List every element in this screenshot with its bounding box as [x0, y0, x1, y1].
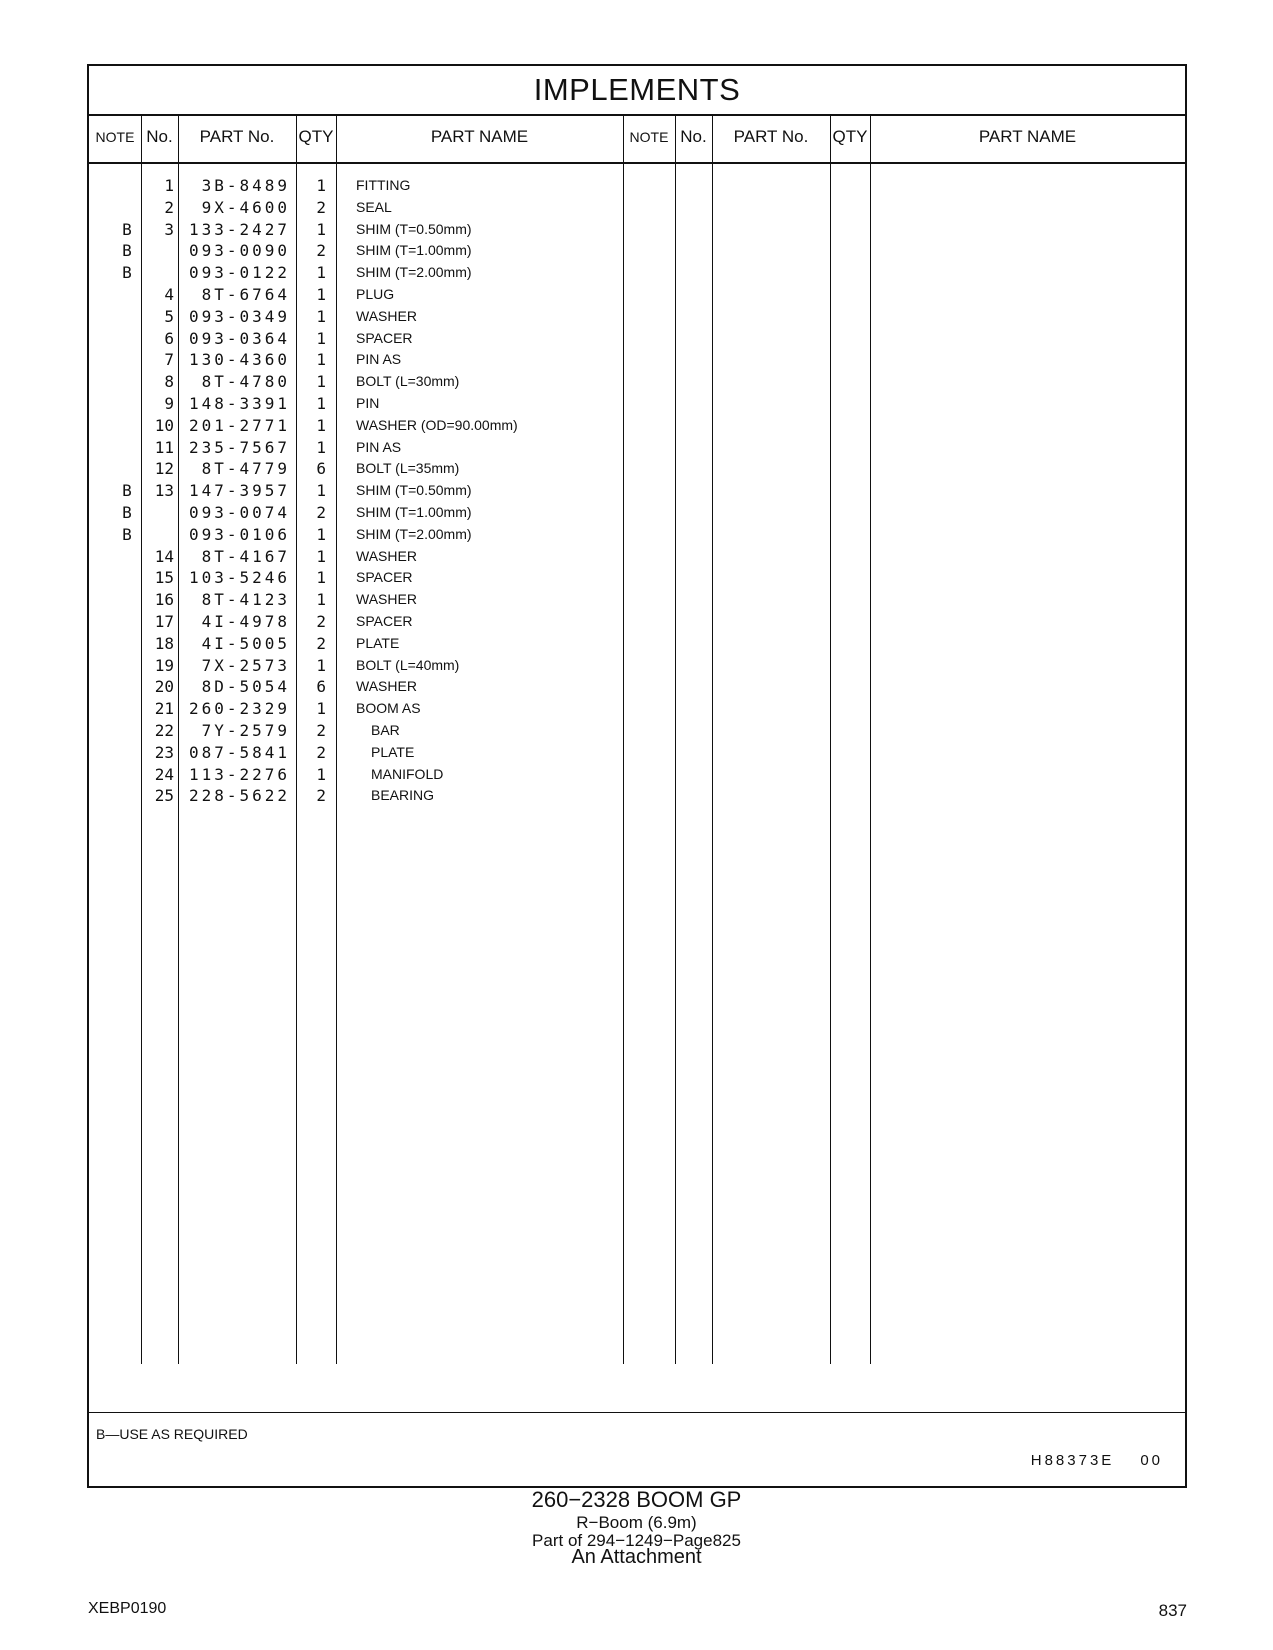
table-row: [89, 176, 1185, 199]
table-row: [89, 220, 1185, 243]
table-row: [89, 481, 1185, 504]
part-name-cell: PIN: [356, 395, 380, 411]
table-row: [89, 241, 1185, 264]
note-cell: B: [122, 263, 132, 283]
table-row: [89, 263, 1185, 286]
item-number-cell: 7: [164, 350, 174, 370]
quantity-cell: 1: [316, 285, 326, 304]
group-subtitle: R−Boom (6.9m): [576, 1513, 697, 1532]
quantity-cell: 6: [316, 459, 326, 479]
table-row: [89, 765, 1185, 788]
group-type: An Attachment: [571, 1546, 702, 1568]
item-number-cell: 14: [154, 546, 174, 566]
drawing-number: H88373E: [1030, 1452, 1115, 1469]
part-name-cell: PIN AS: [356, 438, 402, 455]
item-number-cell: 6: [164, 328, 174, 348]
note-legend: B—USE AS REQUIRED: [96, 1426, 248, 1442]
note-cell: B: [122, 241, 132, 261]
item-number-cell: 17: [154, 612, 174, 631]
item-number-cell: 12: [154, 459, 174, 479]
quantity-cell: 1: [316, 263, 326, 283]
part-number-cell: 260-2329: [188, 699, 290, 719]
part-number-cell: 235-7567: [188, 437, 290, 457]
item-number-cell: 15: [154, 568, 174, 588]
table-row: [89, 372, 1185, 395]
group-title: 260−2328 BOOM GP: [531, 1487, 742, 1512]
part-number-cell: 8T-4780: [201, 372, 290, 392]
table-row: [89, 743, 1185, 766]
parts-table-frame: [87, 64, 1187, 1488]
part-name-cell: WASHER: [356, 307, 417, 324]
table-row: [89, 329, 1185, 352]
part-name-cell: SHIM (T=1.00mm): [356, 242, 472, 259]
item-number-cell: 23: [154, 742, 174, 762]
drawing-code: [1031, 1452, 1163, 1469]
part-number-cell: 7X-2573: [201, 655, 290, 675]
quantity-cell: 2: [316, 241, 326, 261]
table-row: [89, 590, 1185, 613]
table-row: [89, 198, 1185, 221]
table-row: [89, 612, 1185, 635]
part-name-cell: PLATE: [371, 743, 415, 760]
table-row: [89, 656, 1185, 679]
table-row: [89, 699, 1185, 722]
table-row: [89, 634, 1185, 657]
quantity-cell: 2: [316, 786, 326, 806]
group-reference: Part of 294−1249−Page825: [532, 1531, 741, 1550]
quantity-cell: 1: [316, 415, 326, 435]
quantity-cell: 1: [316, 372, 326, 392]
part-number-cell: 093-0349: [188, 306, 290, 326]
table-header-row: [89, 114, 1185, 164]
part-number-cell: 113-2276: [188, 764, 290, 784]
header-no-right: No.: [680, 127, 707, 146]
table-row: [89, 307, 1185, 330]
quantity-cell: 1: [316, 394, 326, 413]
quantity-cell: 1: [316, 590, 326, 610]
part-number-cell: 093-0122: [188, 263, 290, 283]
part-name-cell: PIN AS: [356, 351, 402, 368]
item-number-cell: 13: [154, 481, 174, 501]
quantity-cell: 1: [316, 481, 326, 501]
table-title: IMPLEMENTS: [89, 66, 1185, 116]
part-number-cell: 133-2427: [188, 219, 290, 239]
item-number-cell: 25: [154, 786, 174, 806]
item-number-cell: 20: [154, 677, 174, 697]
part-number-cell: 7Y-2579: [201, 721, 290, 740]
part-name-cell: SEAL: [356, 198, 392, 215]
quantity-cell: 2: [316, 612, 326, 631]
part-name-cell: BEARING: [371, 787, 435, 804]
part-name-cell: SPACER: [356, 613, 413, 629]
item-number-cell: 24: [154, 764, 174, 784]
quantity-cell: 1: [316, 546, 326, 566]
header-qty-left: QTY: [298, 127, 334, 146]
item-number-cell: 5: [164, 306, 174, 326]
table-row: [89, 503, 1185, 526]
quantity-cell: 2: [316, 721, 326, 740]
quantity-cell: 1: [316, 219, 326, 239]
part-name-cell: PLUG: [356, 286, 395, 302]
part-name-cell: SHIM (T=0.50mm): [356, 482, 472, 499]
part-name-cell: FITTING: [356, 177, 411, 193]
part-number-cell: 8T-4123: [201, 590, 290, 610]
item-number-cell: 4: [164, 285, 174, 304]
quantity-cell: 1: [316, 655, 326, 675]
quantity-cell: 2: [316, 742, 326, 762]
header-no-left: No.: [146, 127, 173, 146]
part-name-cell: MANIFOLD: [371, 765, 444, 782]
part-number-cell: 093-0106: [188, 524, 290, 544]
note-cell: B: [122, 503, 132, 522]
item-number-cell: 9: [164, 394, 174, 413]
part-number-cell: 087-5841: [188, 742, 290, 762]
note-cell: B: [122, 219, 132, 239]
item-number-cell: 19: [154, 655, 174, 675]
item-number-cell: 11: [154, 437, 174, 457]
part-number-cell: 093-0074: [188, 503, 290, 522]
header-qty-right: QTY: [832, 127, 868, 146]
part-number-cell: 201-2771: [188, 415, 290, 435]
header-part-no-right: PART No.: [733, 127, 809, 146]
quantity-cell: 1: [316, 764, 326, 784]
header-note-right: NOTE: [629, 129, 669, 145]
table-row: [89, 547, 1185, 570]
item-number-cell: 16: [154, 590, 174, 610]
item-number-cell: 18: [154, 633, 174, 653]
part-number-cell: 9X-4600: [201, 197, 290, 217]
note-cell: B: [122, 481, 132, 501]
part-number-cell: 093-0090: [188, 241, 290, 261]
part-name-cell: WASHER: [356, 547, 417, 564]
part-number-cell: 147-3957: [188, 481, 290, 501]
table-row: [89, 721, 1185, 744]
table-row: [89, 438, 1185, 461]
item-number-cell: 3: [164, 219, 174, 239]
header-part-name-right: PART NAME: [978, 127, 1077, 146]
part-name-cell: WASHER (OD=90.00mm): [356, 416, 518, 433]
quantity-cell: 1: [316, 437, 326, 457]
table-bottom-divider: [89, 1412, 1185, 1413]
part-name-cell: PLATE: [356, 634, 400, 651]
quantity-cell: 1: [316, 699, 326, 719]
quantity-cell: 1: [316, 306, 326, 326]
part-number-cell: 4I-5005: [201, 633, 290, 653]
part-name-cell: SHIM (T=0.50mm): [356, 220, 472, 237]
item-number-cell: 10: [154, 415, 174, 435]
quantity-cell: 1: [316, 350, 326, 370]
item-number-cell: 2: [164, 197, 174, 217]
item-number-cell: 22: [154, 721, 174, 740]
quantity-cell: 1: [316, 524, 326, 544]
table-row: [89, 285, 1185, 308]
part-name-cell: WASHER: [356, 591, 417, 608]
part-name-cell: BOLT (L=40mm): [356, 656, 460, 673]
item-number-cell: 1: [164, 176, 174, 195]
quantity-cell: 2: [316, 633, 326, 653]
table-row: [89, 677, 1185, 700]
quantity-cell: 2: [316, 197, 326, 217]
part-number-cell: 130-4360: [188, 350, 290, 370]
item-number-cell: 21: [154, 699, 174, 719]
header-part-no-left: PART No.: [199, 127, 275, 146]
part-name-cell: SHIM (T=2.00mm): [356, 264, 472, 281]
part-number-cell: 3B-8489: [201, 176, 290, 195]
part-name-cell: BAR: [371, 722, 400, 738]
table-row: [89, 459, 1185, 482]
part-name-cell: WASHER: [356, 678, 417, 695]
document-id: XEBP0190: [88, 1600, 167, 1617]
part-name-cell: SHIM (T=2.00mm): [356, 525, 472, 542]
part-number-cell: 4I-4978: [201, 612, 290, 631]
part-name-cell: BOOM AS: [356, 700, 421, 717]
part-name-cell: SHIM (T=1.00mm): [356, 504, 472, 520]
quantity-cell: 1: [316, 568, 326, 588]
part-name-cell: SPACER: [356, 329, 413, 346]
header-part-name-left: PART NAME: [430, 127, 529, 146]
part-name-cell: BOLT (L=35mm): [356, 460, 460, 477]
table-row: [89, 350, 1185, 373]
page-number: 837: [1158, 1601, 1187, 1620]
part-name-cell: SPACER: [356, 569, 413, 586]
part-number-cell: 093-0364: [188, 328, 290, 348]
part-name-cell: BOLT (L=30mm): [356, 373, 460, 390]
part-number-cell: 228-5622: [188, 786, 290, 806]
part-number-cell: 8T-4779: [201, 459, 290, 479]
quantity-cell: 1: [316, 176, 326, 195]
revision-number: 00: [1140, 1452, 1163, 1469]
table-row: [89, 786, 1185, 809]
quantity-cell: 1: [316, 328, 326, 348]
table-row: [89, 416, 1185, 439]
note-cell: B: [122, 524, 132, 544]
table-row: [89, 394, 1185, 417]
table-row: [89, 568, 1185, 591]
part-number-cell: 8T-4167: [201, 546, 290, 566]
part-number-cell: 148-3391: [188, 394, 290, 413]
quantity-cell: 6: [316, 677, 326, 697]
item-number-cell: 8: [164, 372, 174, 392]
part-number-cell: 8D-5054: [201, 677, 290, 697]
table-row: [89, 525, 1185, 548]
part-number-cell: 103-5246: [188, 568, 290, 588]
quantity-cell: 2: [316, 503, 326, 522]
header-note-left: NOTE: [95, 129, 135, 145]
part-number-cell: 8T-6764: [201, 285, 290, 304]
